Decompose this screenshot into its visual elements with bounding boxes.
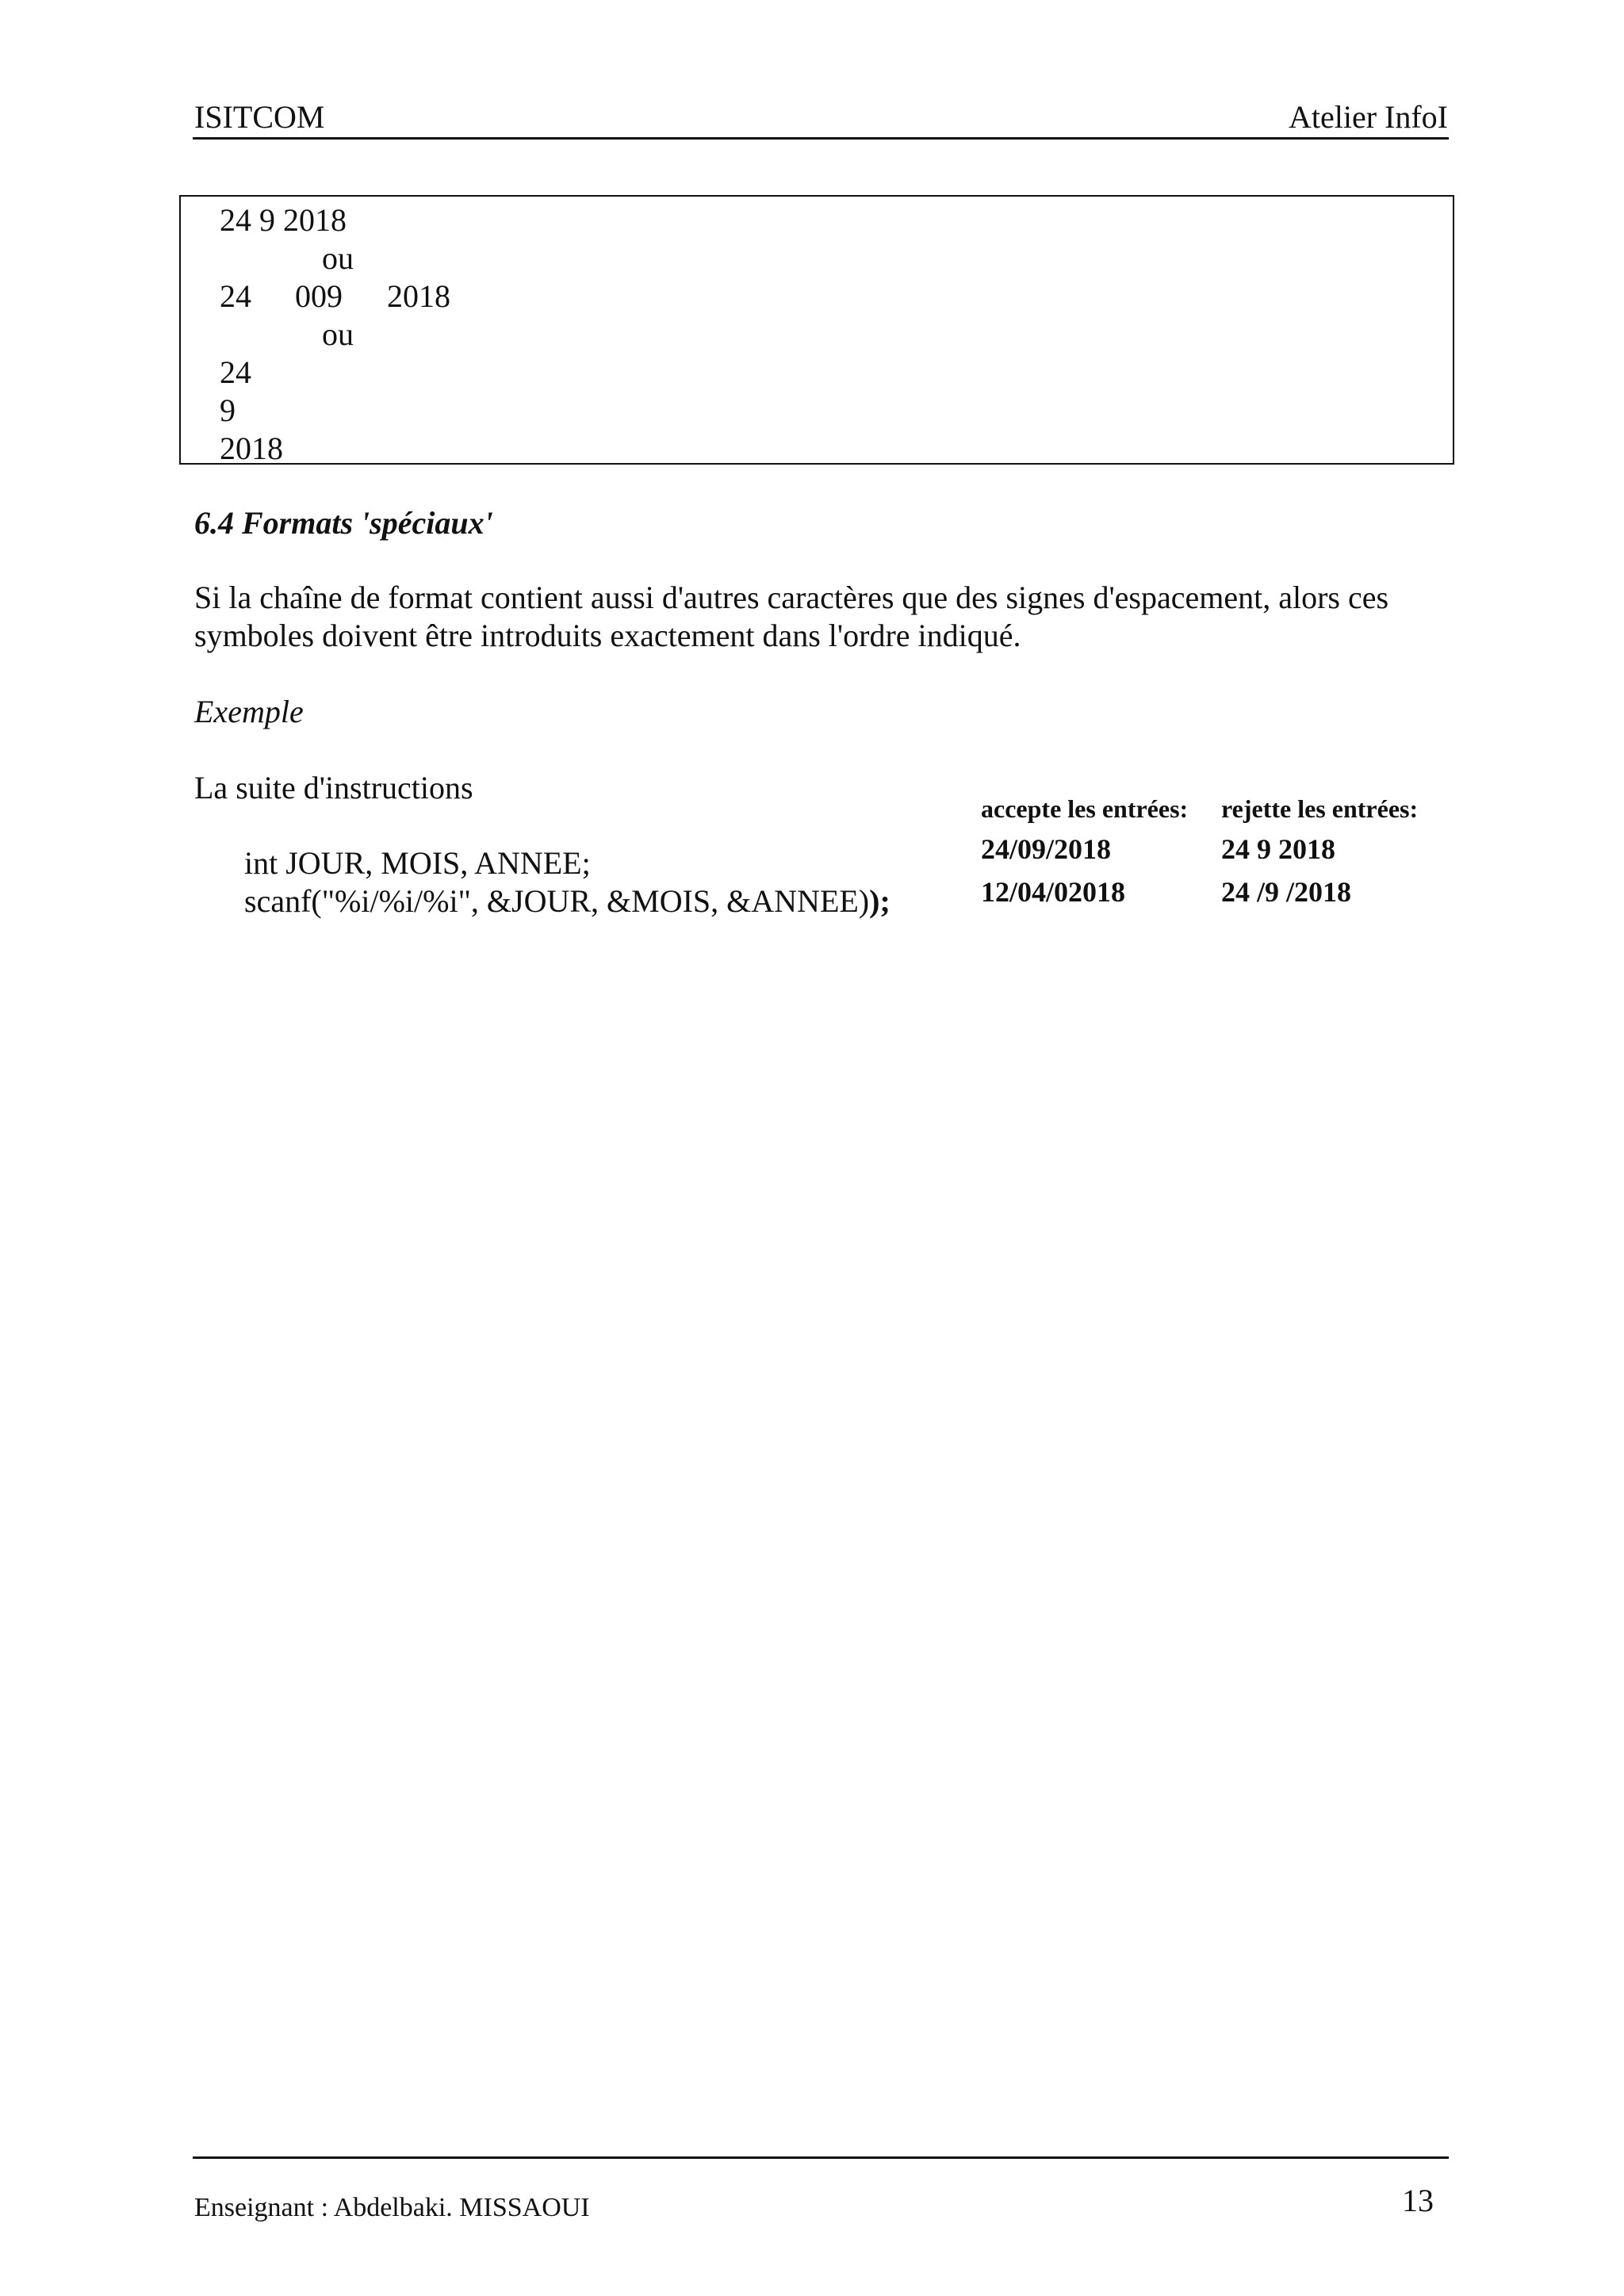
code-scanf-end: ); xyxy=(869,883,891,919)
input-or-1: ou xyxy=(322,240,354,276)
input-line-3-day: 24 xyxy=(220,354,251,390)
input-line-1: 24 9 2018 xyxy=(220,202,347,238)
input-line-3-year: 2018 xyxy=(220,430,283,466)
code-scanf-text: scanf("%i/%i/%i", &JOUR, &MOIS, &ANNEE) xyxy=(244,883,870,919)
accept-entry-1: 24/09/2018 xyxy=(981,833,1112,865)
footer-divider xyxy=(193,2156,1449,2159)
example-label: Exemple xyxy=(194,694,304,729)
input-or-2: ou xyxy=(322,316,354,352)
accept-entry-2: 12/04/02018 xyxy=(981,876,1126,908)
code-line-declaration: int JOUR, MOIS, ANNEE; xyxy=(244,845,591,881)
section-paragraph: Si la chaîne de format contient aussi d'autres caractères que des signes d'espacement, alors ces symboles doivent être introduits exactement dans l'ordre indiqué. xyxy=(194,580,1389,653)
header-school: ISITCOM xyxy=(194,99,325,135)
reject-entry-1: 24 9 2018 xyxy=(1221,833,1335,865)
reject-entry-2: 24 /9 /2018 xyxy=(1221,876,1352,908)
example-intro: La suite d'instructions xyxy=(194,770,473,806)
header-divider xyxy=(193,137,1449,140)
page-number: 13 xyxy=(1402,2183,1434,2218)
footer-teacher: Enseignant : Abdelbaki. MISSAOUI xyxy=(194,2193,590,2222)
input-line-2-day: 24 xyxy=(220,278,251,314)
input-line-3-month: 9 xyxy=(220,392,236,428)
input-example-box xyxy=(179,195,1454,465)
input-line-2-month: 009 xyxy=(295,278,343,314)
accept-header: accepte les entrées: xyxy=(981,794,1189,823)
header-course: Atelier InfoI xyxy=(1288,99,1448,135)
reject-header: rejette les entrées: xyxy=(1221,794,1419,823)
section-title: 6.4 Formats 'spéciaux' xyxy=(194,505,493,541)
code-line-scanf xyxy=(244,882,891,920)
input-line-2-year: 2018 xyxy=(387,278,450,314)
